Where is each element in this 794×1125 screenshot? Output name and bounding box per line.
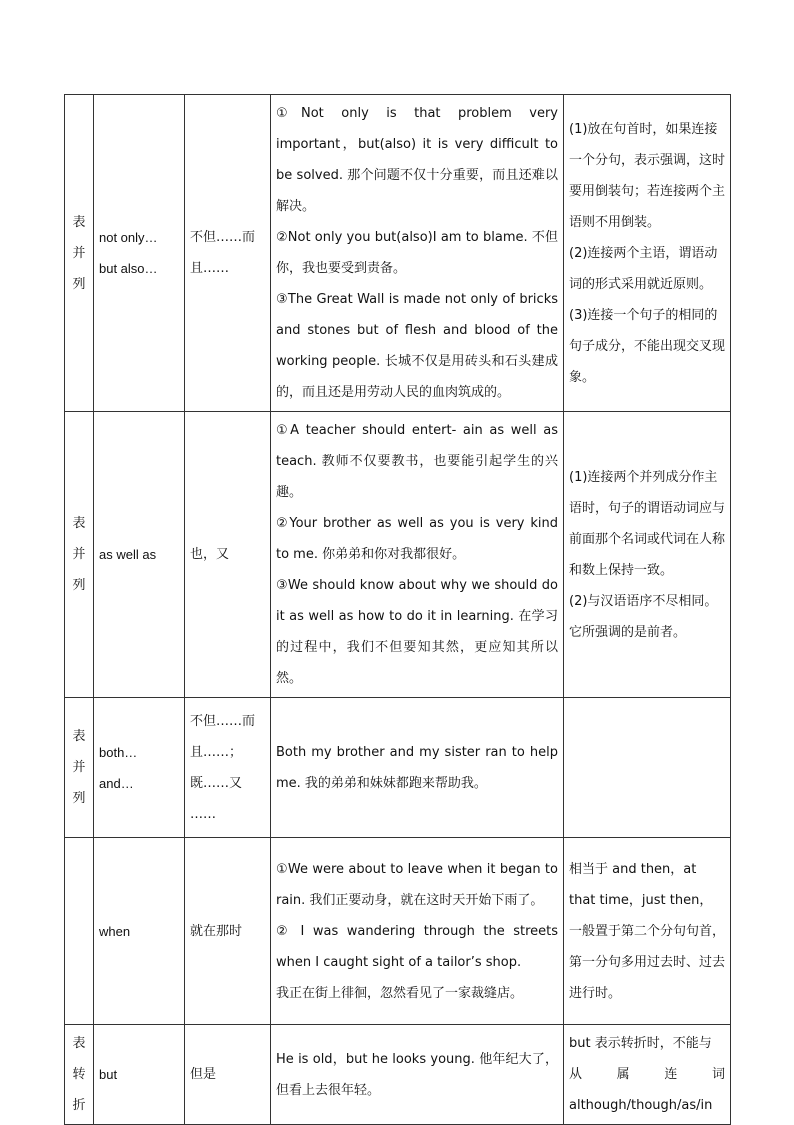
category-cell (65, 95, 94, 412)
example-cell (271, 838, 564, 1025)
usage-note: (1)连接两个并列成分作主语时，句子的谓语动词应与前面那个名词或代词在人称和数上保持一致。 (569, 469, 726, 578)
example-sentence: ③The Great Wall is made not only of bricks and stones but of flesh and blood of the working people. 长城不仅是用砖头和石头建成的，而且还是用劳动人民的血肉筑成的。 (276, 292, 558, 400)
conjunction-line: as well as (99, 547, 157, 562)
conjunction-cell (94, 698, 185, 838)
table-row (65, 1025, 731, 1125)
usage-note: (3)连接一个句子的相同的句子成分，不能出现交叉现象。 (569, 307, 726, 385)
meaning-line: 且…… (190, 261, 230, 276)
example-cell (271, 698, 564, 838)
table-row (65, 95, 731, 412)
category-cell (65, 698, 94, 838)
meaning-cell (185, 95, 271, 412)
meaning-line: 既……又 (190, 775, 243, 791)
example-cell (271, 412, 564, 698)
table-row (65, 412, 731, 698)
meaning-line: 但是 (190, 1067, 217, 1082)
meaning-line: 且……； (190, 744, 243, 760)
category-char: 并 (72, 245, 86, 261)
meaning-line: 不但……而 (190, 713, 256, 729)
note-cell (564, 95, 731, 412)
meaning-line: 也，又 (190, 547, 230, 562)
conjunction-table (64, 94, 731, 1125)
category-char: 列 (72, 578, 86, 593)
category-char: 列 (72, 276, 86, 292)
table-row (65, 838, 731, 1025)
conjunction-cell (94, 95, 185, 412)
category-char: 表 (72, 214, 86, 230)
table-row (65, 698, 731, 838)
category-char: 表 (72, 516, 86, 531)
example-sentence: ②Not only you but(also)I am to blame. 不但你，我也要受到责备。 (276, 230, 558, 276)
category-char: 列 (72, 791, 86, 806)
conjunction-cell (94, 1025, 185, 1125)
example-sentence: ①A teacher should entert- ain as well as teach. 教师不仅要教书，也要能引起学生的兴趣。 (276, 423, 558, 500)
conjunction-line: when (99, 923, 131, 939)
conjunction-line: and… (99, 775, 134, 791)
example-sentence: Both my brother and my sister ran to help me. 我的弟弟和妹妹都跑来帮助我。 (276, 744, 558, 791)
usage-note: (2)与汉语语序不尽相同。它所强调的是前者。 (569, 593, 718, 640)
note-cell (564, 698, 731, 838)
meaning-cell (185, 698, 271, 838)
note-cell (564, 412, 731, 698)
category-char: 表 (72, 1036, 86, 1051)
meaning-line: 就在那时 (190, 923, 243, 939)
example-sentence: 我正在街上徘徊，忽然看见了一家裁缝店。 (276, 985, 524, 1001)
meaning-cell (185, 838, 271, 1025)
example-sentence: He is old，but he looks young. 他年纪大了，但看上去很年轻。 (276, 1051, 558, 1098)
conjunction-line: not only… (99, 230, 158, 245)
example-sentence: ①We were about to leave when it began to rain. 我们正要动身，就在这时天开始下雨了。 (276, 861, 558, 908)
usage-note: but 表示转折时，不能与 (569, 1036, 712, 1051)
meaning-line: 不但……而 (190, 230, 256, 245)
category-cell (65, 1025, 94, 1125)
note-cell (564, 838, 731, 1025)
usage-note: (2)连接两个主语，谓语动词的形式采用就近原则。 (569, 245, 718, 292)
usage-note: 相当于 and then，at that time，just then，一般置于第二个分句句首，第一分句多用过去时、过去进行时。 (569, 861, 726, 1001)
example-cell (271, 1025, 564, 1125)
category-cell (65, 838, 94, 1025)
meaning-cell (185, 412, 271, 698)
category-char: 并 (72, 547, 86, 562)
example-sentence: ② I was wandering through the streets when I caught sight of a tailor’s shop. (276, 923, 558, 970)
example-sentence: ③We should know about why we should do it as well as how to do it in learning. 在学习的过程中，我们不但要知其然，更应知其所以然。 (276, 578, 558, 686)
conjunction-line: but also… (99, 261, 158, 276)
category-char: 并 (72, 760, 86, 775)
conjunction-line: both… (99, 744, 138, 760)
usage-note: (1)放在句首时，如果连接一个分句，表示强调，这时要用倒装句；若连接两个主语则不用倒装。 (569, 121, 726, 230)
category-char: 转 (72, 1067, 86, 1082)
example-sentence: ①Not only is that problem very important，but(also) it is very difficult to be solved. 那个问题不仅十分重要，而且还难以解决。 (276, 106, 558, 214)
note-cell (564, 1025, 731, 1125)
conjunction-line: but (99, 1067, 118, 1082)
category-char: 表 (72, 729, 86, 744)
category-char: 折 (72, 1098, 86, 1113)
example-sentence: ②Your brother as well as you is very kind to me. 你弟弟和你对我都很好。 (276, 516, 558, 562)
conjunction-cell (94, 412, 185, 698)
conjunction-cell (94, 838, 185, 1025)
usage-note: 从 属 连 词 (569, 1067, 725, 1082)
meaning-cell (185, 1025, 271, 1125)
category-cell (65, 412, 94, 698)
meaning-line: …… (190, 806, 216, 822)
example-cell (271, 95, 564, 412)
usage-note: although/though/as/in (569, 1098, 713, 1113)
